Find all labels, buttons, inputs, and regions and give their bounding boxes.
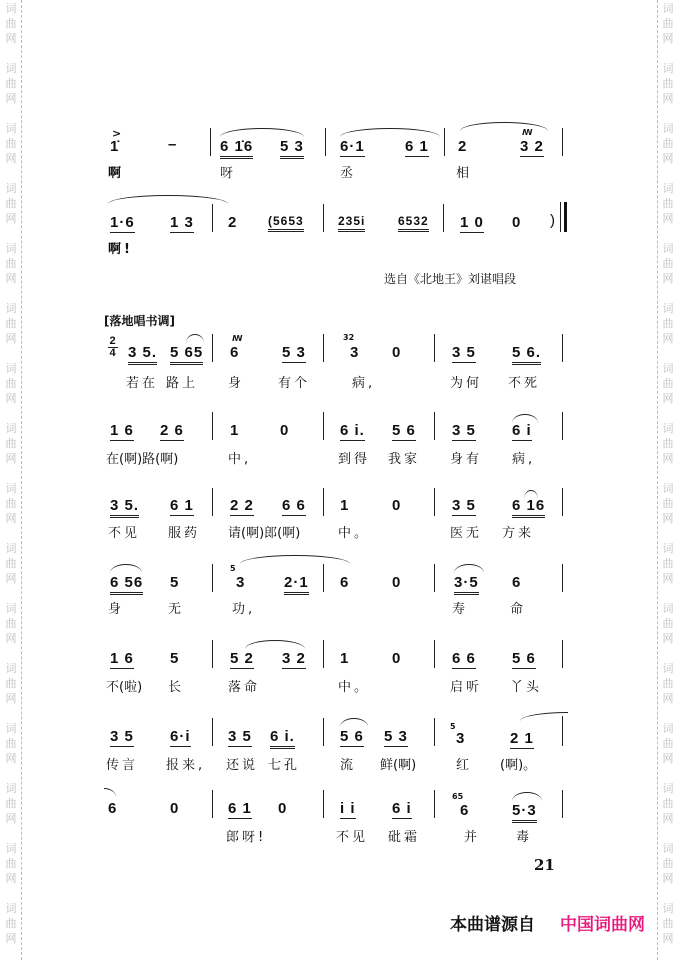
note: 3 2 — [282, 650, 306, 667]
lyric: 鲜(啊) — [380, 758, 417, 773]
note: ) — [550, 212, 556, 229]
watermark-char: 词 — [662, 242, 674, 255]
note: 6 16 — [512, 497, 545, 518]
barline — [323, 790, 324, 818]
note: 3·5 — [454, 574, 479, 595]
note: (5653 — [268, 214, 304, 232]
watermark-column-right — [659, 0, 679, 960]
lyric: 有个 — [278, 376, 311, 391]
watermark-char: 词 — [662, 902, 674, 915]
watermark-char: 曲 — [662, 257, 674, 270]
lyric: 中。 — [338, 680, 371, 695]
note: 6 — [460, 802, 470, 819]
watermark-char: 词 — [662, 422, 674, 435]
watermark-char: 网 — [5, 752, 17, 765]
note: 6 1̇6 — [220, 138, 253, 159]
watermark-char: 曲 — [662, 857, 674, 870]
note: 0 — [278, 800, 288, 817]
barline — [562, 564, 563, 592]
note: 5·3 — [512, 802, 537, 823]
watermark-char: 网 — [662, 512, 674, 525]
note: 0 — [170, 800, 180, 817]
slur — [460, 122, 548, 131]
watermark-char: 词 — [5, 662, 17, 675]
watermark-char: 网 — [5, 272, 17, 285]
note: 5 6. — [512, 344, 541, 365]
watermark-char: 网 — [662, 752, 674, 765]
note: 2 — [458, 138, 468, 155]
note: 2 2 — [230, 497, 254, 514]
watermark-char: 词 — [5, 362, 17, 375]
lyric: 红 — [456, 758, 473, 773]
watermark-char: 曲 — [5, 857, 17, 870]
slur — [340, 718, 368, 727]
watermark-char: 网 — [5, 32, 17, 45]
watermark-char: 网 — [5, 512, 17, 525]
note: 6 i. — [340, 422, 365, 439]
note: 5 2 — [230, 650, 254, 667]
note: – — [168, 136, 178, 153]
watermark-char: 词 — [662, 842, 674, 855]
watermark-char: 词 — [662, 782, 674, 795]
lyric: 若在 — [126, 376, 159, 391]
watermark-divider-right — [657, 0, 658, 960]
watermark-char: 曲 — [5, 617, 17, 630]
time-signature-bottom: 4 — [109, 347, 117, 359]
lyric: 流 — [340, 758, 357, 773]
lyric: 丞 — [340, 166, 357, 181]
note: 3 2 — [520, 138, 544, 155]
watermark-char: 词 — [5, 782, 17, 795]
barline — [323, 718, 324, 746]
watermark-char: 曲 — [5, 317, 17, 330]
barline — [212, 640, 213, 668]
slur — [220, 128, 304, 137]
barline — [212, 564, 213, 592]
watermark-char: 网 — [662, 692, 674, 705]
barline — [434, 412, 435, 440]
watermark-char: 词 — [5, 242, 17, 255]
watermark-char: 曲 — [5, 497, 17, 510]
note: 5 — [170, 650, 180, 667]
watermark-char: 网 — [5, 812, 17, 825]
note: 6 6 — [282, 497, 306, 514]
slur — [512, 792, 542, 801]
watermark-char: 网 — [662, 92, 674, 105]
slur — [110, 564, 142, 573]
note: 1 — [340, 497, 350, 514]
barline — [562, 412, 563, 440]
watermark-char: 曲 — [5, 437, 17, 450]
lyric: 病, — [352, 376, 376, 391]
footer-source-prefix: 本曲谱源自 — [450, 915, 535, 935]
watermark-char: 网 — [662, 632, 674, 645]
watermark-char: 曲 — [662, 737, 674, 750]
source-credit: 选自《北地王》刘谌唱段 — [384, 272, 517, 286]
barline — [323, 640, 324, 668]
watermark-char: 曲 — [5, 17, 17, 30]
watermark-char: 曲 — [662, 377, 674, 390]
lyric: 丫头 — [510, 680, 543, 695]
watermark-char: 曲 — [662, 797, 674, 810]
lyric: 请(啊)郎(啊) — [228, 526, 301, 541]
watermark-char: 网 — [5, 872, 17, 885]
watermark-char: 网 — [662, 452, 674, 465]
lyric: 传言 — [106, 758, 139, 773]
lyric: 身 — [108, 602, 125, 617]
note: 6 1 — [405, 138, 429, 155]
note: 235i — [338, 214, 365, 232]
watermark-char: 网 — [5, 152, 17, 165]
watermark-char: 网 — [5, 632, 17, 645]
note: 3 5 — [452, 422, 476, 439]
note: i i — [340, 800, 356, 817]
lyric: 功, — [232, 602, 256, 617]
barline — [323, 412, 324, 440]
watermark-char: 网 — [662, 212, 674, 225]
barline — [434, 334, 435, 362]
watermark-char: 网 — [5, 572, 17, 585]
lyric: 落命 — [228, 680, 261, 695]
slur — [240, 555, 350, 564]
note: 5 6 — [512, 650, 536, 667]
lyric: 中。 — [338, 526, 371, 541]
lyric: 为何 — [450, 376, 483, 391]
watermark-char: 词 — [662, 182, 674, 195]
tie-continuation — [104, 788, 116, 797]
barline — [323, 564, 324, 592]
note: 1 — [230, 422, 240, 439]
watermark-char: 曲 — [662, 197, 674, 210]
note: 6 i — [392, 800, 412, 817]
barline — [212, 488, 213, 516]
note: 1 0 — [460, 214, 484, 231]
lyric: 呀 — [220, 166, 237, 181]
watermark-char: 词 — [662, 302, 674, 315]
watermark-char: 词 — [5, 482, 17, 495]
lyric: 身有 — [450, 452, 483, 467]
barline — [443, 204, 444, 232]
accent-mark-icon: > — [112, 127, 122, 140]
barline — [444, 128, 445, 156]
final-barline-thin — [560, 202, 561, 232]
lyric: 启听 — [450, 680, 483, 695]
slur — [108, 195, 228, 204]
note: 1 6 — [110, 650, 134, 667]
watermark-char: 词 — [662, 662, 674, 675]
time-signature-top: 2 — [109, 335, 117, 347]
lyric: 路上 — [166, 376, 199, 391]
grace-notes: 5 — [230, 564, 236, 573]
barline — [434, 640, 435, 668]
note: 6 6 — [452, 650, 476, 667]
watermark-char: 曲 — [662, 557, 674, 570]
barline — [212, 718, 213, 746]
watermark-char: 词 — [662, 62, 674, 75]
watermark-char: 网 — [5, 392, 17, 405]
watermark-char: 网 — [662, 932, 674, 945]
watermark-char: 词 — [662, 542, 674, 555]
watermark-char: 曲 — [5, 737, 17, 750]
watermark-char: 网 — [5, 692, 17, 705]
trill-mark-icon: ꟿ — [522, 128, 533, 137]
barline — [562, 488, 563, 516]
watermark-char: 曲 — [5, 917, 17, 930]
watermark-char: 网 — [662, 272, 674, 285]
watermark-char: 网 — [662, 152, 674, 165]
lyric: 毒 — [516, 830, 533, 845]
barline — [434, 790, 435, 818]
lyric: 不死 — [508, 376, 541, 391]
lyric: (啊)。 — [500, 758, 537, 773]
barline — [323, 204, 324, 232]
watermark-char: 网 — [662, 572, 674, 585]
watermark-char: 曲 — [662, 617, 674, 630]
note: 1̇ — [110, 138, 120, 155]
lyric: 病, — [512, 452, 536, 467]
watermark-char: 曲 — [662, 917, 674, 930]
watermark-char: 词 — [662, 722, 674, 735]
watermark-char: 曲 — [662, 137, 674, 150]
note: 6 — [108, 800, 118, 817]
watermark-char: 网 — [662, 872, 674, 885]
watermark-char: 网 — [662, 392, 674, 405]
lyric: 砒霜 — [388, 830, 421, 845]
note: 6 56 — [110, 574, 143, 595]
lyric: 到得 — [338, 452, 371, 467]
watermark-column-left — [2, 0, 22, 960]
note: 5 — [170, 574, 180, 591]
lyric: 啊! — [108, 242, 133, 257]
note: 6 1 — [228, 800, 252, 817]
note: 3 5 — [228, 728, 252, 745]
grace-notes: 5 — [450, 722, 456, 731]
slur — [245, 640, 305, 649]
note: 6 i. — [270, 728, 295, 749]
barline — [562, 640, 563, 668]
watermark-char: 词 — [5, 62, 17, 75]
lyric: 方来 — [502, 526, 535, 541]
watermark-char: 曲 — [5, 797, 17, 810]
note: 2 1 — [510, 730, 534, 747]
watermark-char: 曲 — [662, 77, 674, 90]
note: 2 — [228, 214, 238, 231]
note: 3 — [456, 730, 466, 747]
watermark-char: 词 — [5, 722, 17, 735]
watermark-char: 网 — [662, 32, 674, 45]
note: 5 3 — [280, 138, 304, 159]
watermark-char: 词 — [662, 482, 674, 495]
time-signature — [108, 336, 118, 359]
watermark-char: 曲 — [662, 317, 674, 330]
note: 3 — [350, 344, 360, 361]
lyric: 啊 — [108, 166, 125, 181]
lyric: 报来, — [166, 758, 206, 773]
lyric: 中, — [228, 452, 252, 467]
slur — [186, 334, 204, 343]
barline — [210, 128, 211, 156]
watermark-char: 词 — [662, 602, 674, 615]
watermark-char: 网 — [5, 452, 17, 465]
watermark-char: 词 — [5, 842, 17, 855]
note: 5 3 — [282, 344, 306, 361]
watermark-char: 网 — [662, 812, 674, 825]
note: 5 3 — [384, 728, 408, 745]
lyric: 我家 — [388, 452, 421, 467]
note: 3 — [236, 574, 246, 591]
note: 1 6 — [110, 422, 134, 439]
note: 6532 — [398, 214, 429, 232]
barline — [212, 412, 213, 440]
watermark-char: 曲 — [5, 257, 17, 270]
lyric: 长 — [168, 680, 185, 695]
barline — [212, 334, 213, 362]
barline — [212, 790, 213, 818]
note: 6 — [340, 574, 350, 591]
note: 3 5. — [128, 344, 157, 365]
slur — [520, 712, 568, 721]
barline — [562, 128, 563, 156]
lyric: 医无 — [450, 526, 483, 541]
note: 1 — [340, 650, 350, 667]
note: 6 — [230, 344, 240, 361]
slur — [454, 564, 484, 573]
note: 3 5 — [110, 728, 134, 745]
note: 3 5 — [452, 497, 476, 514]
final-barline-thick — [564, 202, 567, 232]
note: 6·i — [170, 728, 191, 745]
watermark-char: 词 — [5, 2, 17, 15]
watermark-char: 词 — [5, 422, 17, 435]
watermark-char: 网 — [5, 212, 17, 225]
section-label: [落地唱书调] — [104, 314, 175, 328]
barline — [212, 204, 213, 232]
watermark-char: 曲 — [662, 17, 674, 30]
lyric: 不见 — [108, 526, 141, 541]
note: 0 — [512, 214, 522, 231]
watermark-char: 词 — [5, 542, 17, 555]
note: 6·1 — [340, 138, 365, 155]
note: 0 — [392, 650, 402, 667]
watermark-char: 曲 — [5, 197, 17, 210]
note: 2 6 — [160, 422, 184, 439]
page-number: 21 — [534, 856, 555, 874]
lyric: 还说 — [226, 758, 259, 773]
watermark-char: 网 — [662, 332, 674, 345]
grace-notes: 65 — [452, 792, 464, 801]
watermark-char: 曲 — [662, 437, 674, 450]
watermark-char: 曲 — [5, 137, 17, 150]
watermark-char: 词 — [662, 2, 674, 15]
note: 5 65 — [170, 344, 203, 365]
note: 0 — [280, 422, 290, 439]
note: 3 5 — [452, 344, 476, 361]
barline — [323, 488, 324, 516]
watermark-char: 词 — [5, 122, 17, 135]
watermark-char: 曲 — [662, 497, 674, 510]
lyric: 在(啊)路(啊) — [106, 452, 179, 467]
note: 1 3 — [170, 214, 194, 231]
slur — [340, 128, 440, 137]
watermark-char: 网 — [5, 92, 17, 105]
barline — [434, 564, 435, 592]
note: 6 — [512, 574, 522, 591]
watermark-char: 曲 — [5, 557, 17, 570]
watermark-char: 词 — [5, 302, 17, 315]
barline — [434, 718, 435, 746]
grace-notes: 32 — [343, 333, 355, 342]
note: 0 — [392, 344, 402, 361]
lyric: 身 — [228, 376, 245, 391]
lyric: 服药 — [168, 526, 201, 541]
note: 5 6 — [340, 728, 364, 745]
note: 0 — [392, 497, 402, 514]
barline — [325, 128, 326, 156]
watermark-char: 曲 — [5, 77, 17, 90]
watermark-char: 词 — [662, 122, 674, 135]
barline — [562, 334, 563, 362]
trill-mark-icon: ꟿ — [232, 334, 243, 343]
lyric: 并 — [464, 830, 481, 845]
lyric: 不(啦) — [106, 680, 143, 695]
note: 0 — [392, 574, 402, 591]
watermark-char: 词 — [5, 602, 17, 615]
note: 3 5. — [110, 497, 139, 518]
note: 6 1 — [170, 497, 194, 514]
watermark-char: 词 — [5, 902, 17, 915]
lyric: 不见 — [336, 830, 369, 845]
watermark-char: 词 — [662, 362, 674, 375]
watermark-char: 曲 — [5, 677, 17, 690]
barline — [562, 716, 563, 746]
lyric: 郎呀! — [226, 830, 267, 845]
lyric: 寿 — [452, 602, 469, 617]
note: 1·6 — [110, 214, 135, 231]
footer-site-link[interactable]: 中国词曲网 — [560, 915, 645, 935]
lyric: 七孔 — [268, 758, 301, 773]
lyric: 相 — [456, 166, 473, 181]
lyric: 命 — [510, 602, 527, 617]
barline — [323, 334, 324, 362]
lyric: 无 — [168, 602, 185, 617]
watermark-char: 网 — [5, 932, 17, 945]
watermark-char: 词 — [5, 182, 17, 195]
barline — [434, 488, 435, 516]
barline — [562, 790, 563, 818]
watermark-char: 网 — [5, 332, 17, 345]
watermark-char: 曲 — [662, 677, 674, 690]
note: 6 i — [512, 422, 532, 439]
note: 2·1 — [284, 574, 309, 595]
note: 5 6 — [392, 422, 416, 439]
watermark-char: 曲 — [5, 377, 17, 390]
